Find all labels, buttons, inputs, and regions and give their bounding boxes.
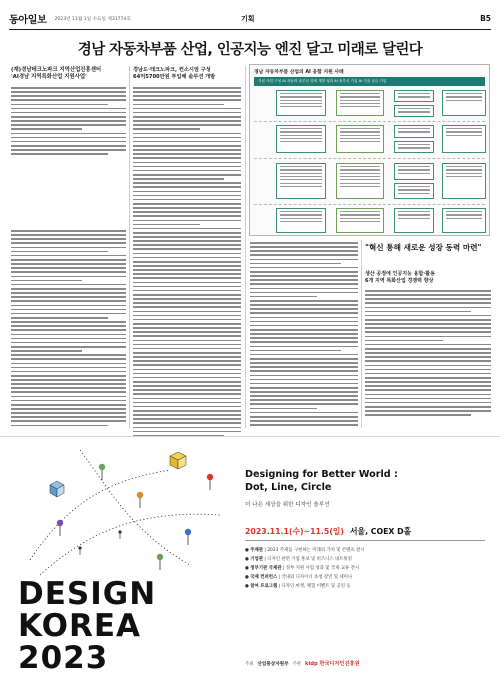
section-name: 기획	[241, 15, 255, 23]
program-row: ● 국제 컨퍼런스 | 국내외 디자이너 초청 강연 및 세미나	[245, 575, 353, 580]
infographic-panel	[249, 64, 490, 236]
pin-marker-blue	[185, 529, 191, 545]
task-box	[276, 163, 326, 199]
column1-prefix: (재)경남테크노파크 지역산업진흥센터	[11, 67, 102, 73]
pin-marker-green	[99, 464, 105, 480]
wordmark-line1: DESIGN	[18, 576, 157, 612]
program-row: ● 주제관 | 2023 주제를 구현하는 미래의 가치 및 콘텐츠 전시	[245, 548, 365, 553]
program-key: 주제관	[250, 548, 263, 553]
task-box	[336, 125, 384, 153]
wordmark-line3: 2023	[18, 640, 109, 676]
column2-head-line2: 64억5700만원 투입해 솔루션 개발	[133, 74, 216, 81]
dotted-curve	[30, 470, 170, 560]
company-logo-box	[442, 90, 486, 116]
column1-title	[11, 67, 126, 82]
task-box	[394, 90, 434, 102]
lane-separator	[254, 121, 485, 122]
column2-head	[133, 67, 241, 82]
pin-marker-green	[157, 554, 163, 570]
kicker-line2: 6개 지역 특화산업 경쟁력 향상	[365, 278, 434, 284]
cube-shape	[170, 452, 186, 469]
ad-title-line1: Designing for Better World :	[245, 469, 398, 480]
infographic-title: 경남 자동차부품 산업의 AI 융합 지원 사례	[254, 70, 344, 75]
task-box	[336, 208, 384, 233]
column1-title-line: 'AI경남 지역특화산업 지원사업'	[11, 74, 87, 81]
pull-quote: "혁신 통해 새로운 성장 동력 마련"	[365, 243, 482, 252]
program-key: 국제 컨퍼런스	[250, 575, 278, 580]
program-desc: 디자인 관련 기업 홍보 및 비즈니스 네트워킹	[267, 557, 352, 562]
organizer-label: 주관	[292, 661, 302, 667]
ad-sponsors	[245, 660, 360, 667]
task-box	[394, 183, 434, 199]
column2-body	[133, 87, 241, 439]
company-logo-box	[442, 163, 486, 199]
masthead	[9, 8, 491, 30]
task-box	[336, 90, 384, 116]
task-box	[394, 163, 434, 180]
column1-body-top	[11, 87, 126, 157]
company-logo-box	[442, 125, 486, 153]
page-number: B5	[480, 14, 491, 23]
issue-date: 2023년 11월 1일 수요일 제31774호	[54, 16, 131, 22]
program-row: ● 기업관 | 디자인 관련 기업 홍보 및 비즈니스 네트워킹	[245, 557, 352, 562]
ad-title	[245, 468, 398, 494]
column-divider	[361, 240, 362, 428]
event-date-range: 2023.11.1(수)~11.5(일)	[245, 527, 344, 536]
cube-shape	[50, 481, 64, 497]
article-headline: 경남 자동차부품 산업, 인공지능 엔진 달고 미래로 달린다	[77, 42, 423, 58]
event-venue: 서울, COEX D홀	[350, 527, 412, 536]
pin-marker-orange	[137, 492, 143, 508]
task-box	[336, 163, 384, 199]
program-desc: 2023 주제를 구현하는 미래의 가치 및 콘텐츠 전시	[267, 548, 365, 553]
ad-divider	[245, 540, 485, 541]
dotted-curve	[80, 450, 190, 565]
task-box	[394, 141, 434, 153]
ad-subtitle: 더 나은 세상을 위한 디자인 솔루션	[245, 502, 330, 508]
column2-head-line1: 경남도·테크노파크, 컨소시엄 구성	[133, 67, 211, 73]
program-key: 참여 프로그램	[250, 584, 278, 589]
ad-title-line2: Dot, Line, Circle	[245, 482, 332, 493]
design-korea-wordmark	[18, 578, 156, 674]
task-box	[276, 208, 326, 233]
lane-separator	[254, 158, 485, 159]
column-divider	[245, 66, 246, 428]
column-divider	[129, 66, 130, 428]
company-logo-box	[442, 208, 486, 233]
task-box	[394, 208, 434, 233]
task-box	[276, 90, 326, 116]
program-desc: 정부 지원 사업 성과 및 국제 교류 전시	[285, 566, 360, 571]
organizer-logo: kidp 한국디자인진흥원	[305, 661, 360, 667]
program-row: ● 정부기관 국제관 | 정부 지원 사업 성과 및 국제 교류 전시	[245, 566, 360, 571]
kicker-line1: 생산 공정에 인공지능 융합·활용	[365, 271, 435, 277]
column3-body	[250, 242, 358, 428]
host-logo: 산업통상자원부	[257, 661, 289, 667]
event-dates	[245, 526, 411, 537]
task-box	[394, 105, 434, 117]
task-box	[394, 125, 434, 138]
column1-body-middle	[11, 230, 126, 429]
infographic-header-bar	[254, 77, 485, 86]
column4-body	[365, 290, 491, 418]
wordmark-line2: KOREA	[18, 608, 142, 644]
pin-marker-purple	[57, 520, 63, 536]
newspaper-logo: 동아일보	[9, 15, 47, 26]
lane-separator	[254, 204, 485, 205]
program-key: 기업관	[250, 557, 263, 562]
figure-icon	[118, 530, 121, 539]
pin-marker-red	[207, 474, 213, 490]
task-box	[276, 125, 326, 153]
figure-icon	[78, 546, 81, 555]
host-label: 주최	[245, 661, 254, 667]
design-korea-key-visual	[20, 440, 235, 580]
dotted-curve	[40, 514, 220, 575]
program-key: 정부기관 국제관	[250, 566, 282, 571]
kicker	[365, 271, 491, 285]
infographic-header-labels: 지원 사업 구성 AI 자동화 솔루션 과제 개발 성과 AI 솔루션 기업 AI 기술 공급 기업	[258, 79, 387, 83]
program-desc: 디자인 마켓, 체험 이벤트 및 공연 등	[281, 584, 351, 589]
program-desc: 국내외 디자이너 초청 강연 및 세미나	[281, 575, 353, 580]
program-row: ● 참여 프로그램 | 디자인 마켓, 체험 이벤트 및 공연 등	[245, 584, 351, 589]
